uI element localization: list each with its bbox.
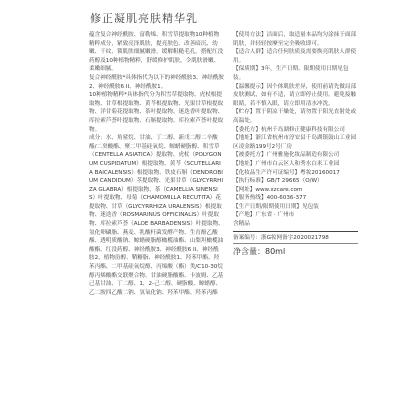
left-paragraph: 复合神经酰胺*具体指代为以下的神经酰胺3、神经酰胺2、神经酰胺6 II、神经酰胺1。 xyxy=(89,74,225,90)
info-line: 【委托方】杭州千岛湖修正健康科技有限公司 xyxy=(233,126,345,133)
info-line: 【产地】广东省 · 广州市 xyxy=(233,212,295,219)
info-line: 备案编号：浙G妆网备字2020021798 xyxy=(233,234,329,241)
left-paragraph: 10种植物精粹*具体指代分为积雪草提取物、虎杖根提取物、甘草根提取物、黄芩根提取物、光果甘草根提取物、洋甘菊花提取物、茶叶提取物、迷迭香叶提取物、库拉索芦荟叶提取物、石斛提取物、库拉索芦荟叶提取物。 xyxy=(89,92,224,133)
section-divider xyxy=(233,231,358,232)
info-line: 【化妆品生产许可证编号】粤妆20160017 xyxy=(233,169,340,176)
product-title: 修正凝肌亮肤精华乳 xyxy=(90,12,198,25)
section-divider xyxy=(233,243,358,244)
info-line: 【服务热线】400-6036-377 xyxy=(233,195,307,202)
info-line: 【使用方法】洁面后，取适量本品均匀涂抹于面部肌肤，并轻轻按摩至完全吸收即可。 xyxy=(233,32,357,47)
info-line: 【网址】www.xzcare.com xyxy=(233,186,303,193)
info-line: 【贮存】置于阴凉干燥处，请勿置于阳光直射处或高温处。 xyxy=(233,109,357,124)
description-ingredients-column xyxy=(89,31,224,297)
usage-info-column xyxy=(233,31,358,257)
left-paragraph: 蕴含复合神经酰胺、富勒烯、积雪草提取物10种植物精粹成分，紧致亮泽肌肤，提亮肤色、改善暗沉、幼嫩、干纹、锁肌肤细腻嫩滑，缓解粗糙毛孔。搭配红没药醇及10种植物精粹，舒缓修护肌肤，令肌肤滑嫩、柔嫩细腻。 xyxy=(89,32,224,73)
info-line: 【生产日期/限期使用日期】见包装 xyxy=(233,203,319,210)
info-line: 【保质期】3年，生产日期、限期使用日期见包装。 xyxy=(233,66,349,81)
net-content: 净含量：80ml xyxy=(233,247,286,257)
info-line: 【适合人群】适合任何肤质及需要焕亮肌肤人群使用。 xyxy=(233,49,357,64)
info-line: 【执行标准】GB/T 29665（O/W） xyxy=(233,178,323,185)
info-line: 【温馨提示】因个体肌肤差异，使用前请先做局部皮肤测试，如有不适，请立即停止使用。避免接触眼睛，若不慎入眼，请立即用清水冲洗。 xyxy=(233,83,357,107)
info-line: 【地址】广州市白云区人和秀水白米工业园 xyxy=(233,160,340,167)
left-paragraph: 成分：水、角鲨烷、甘油、丁二醇、新戊二醇二辛酸酯/二癸酸酯、聚二甲基硅氧烷、鲸蜡硬脂醇、积雪草（CENTELLA ASIATICA）提取物、虎杖（POLYGONUM CUSPIDATUM）根提取物、黄芩（SCUTELLARIA BAICALENSIS）根提取物、铁皮石斛（DENDROBIUM CANDIDUM）茎提取物、光果甘草（GLYCYRRHIZA GLABRA）根提取物、茶（CAMELLIA SINENSIS）叶提取物、母菊（CHAMOMILLA RECUTITA）花提取物、甘草（GLYCYRRHIZA URALENSIS）根提取物、迷迭香（ROSMARINUS OFFICINALIS）叶提取物、库拉索芦荟（ALOE BARBADENSIS）叶提取物、氢化卵磷脂、燕麦、乳酸杆菌发酵产物、生育酚乙酸酯、透明质酸钠、鲸蜡硬脂醇橄榄油酯、山梨坦橄榄油酸酯、红没药醇、神经酰胺3、神经酰胺6 II、神经酰胺2、植物甾醇、鞘糖脂、神经酰胺1、羟苯甲酯、羟苯丙酯、二甲基硅氧烷醇、丙烯酸（酯）类/C10-30烷醇丙烯酸酯交联聚合物、甘油硬脂酸酯、卡波姆、乙基己基甘油、丁二醇、1，2-己二醇、硬脂酸、鲸蜡醇、乙二胺四乙酸二钠、氢氧化钠、羟苯甲酯、羟苯丙酯 xyxy=(89,135,224,296)
info-line: 【被委托方】广州雅施化妆品制造有限公司 xyxy=(233,152,340,159)
info-line: 含精品 xyxy=(233,221,250,228)
info-line: 【地址】浙江省杭州市淳安县千岛湖镇鼓山工业园区凌金路199号2号厂房 xyxy=(233,135,357,150)
